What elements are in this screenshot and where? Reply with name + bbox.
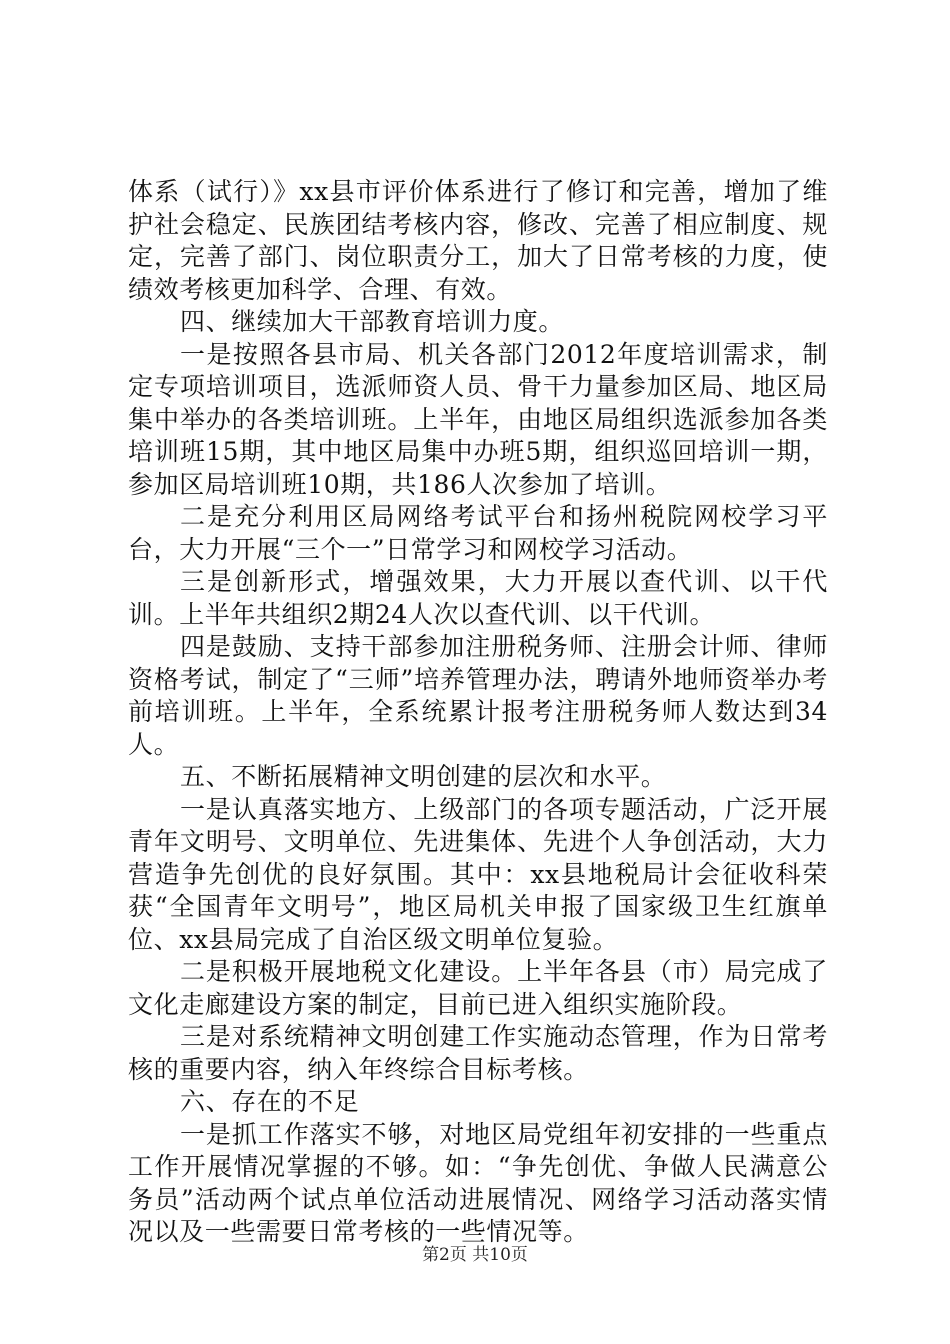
paragraph-civility-2: 二是积极开展地税文化建设。上半年各县（市）局完成了文化走廊建设方案的制定，目前已进入组织实施阶段。 — [128, 957, 828, 1019]
paragraph-training-2: 二是充分利用区局网络考试平台和扬州税院网校学习平台，大力开展“三个一”日常学习和网校学习活动。 — [128, 502, 828, 564]
paragraph-training-4: 四是鼓励、支持干部参加注册税务师、注册会计师、律师资格考试，制定了“三师”培养管理办法，聘请外地师资举办考前培训班。上半年，全系统累计报考注册税务师人数达到34人。 — [128, 632, 828, 759]
paragraph-training-1: 一是按照各县市局、机关各部门2012年度培训需求，制定专项培训项目，选派师资人员、骨干力量参加区局、地区局集中举办的各类培训班。上半年，由地区局组织选派参加各类培训班15期，其中地区局集中办班5期，组织巡回培训一期，参加区局培训班10期，共186人次参加了培训。 — [128, 339, 828, 499]
section-heading-4: 四、继续加大干部教育培训力度。 — [180, 307, 565, 336]
paragraph-civility-1: 一是认真落实地方、上级部门的各项专题活动，广泛开展青年文明号、文明单位、先进集体、先进个人争创活动，大力营造争先创优的良好氛围。其中：xx县地税局计会征收科荣获“全国青年文明号”，地区局机关申报了国家级卫生红旗单位、xx县局完成了自治区级文明单位复验。 — [128, 794, 828, 954]
paragraph-1: 体系（试行）》xx县市评价体系进行了修订和完善，增加了维护社会稳定、民族团结考核内容，修改、完善了相应制度、规定，完善了部门、岗位职责分工，加大了日常考核的力度，使绩效考核更加科学、合理、有效。 — [128, 177, 828, 304]
paragraph-civility-3: 三是对系统精神文明创建工作实施动态管理，作为日常考核的重要内容，纳入年终综合目标考核。 — [128, 1022, 828, 1084]
section-heading-5: 五、不断拓展精神文明创建的层次和水平。 — [180, 762, 667, 791]
paragraph-training-3: 三是创新形式，增强效果，大力开展以查代训、以干代训。上半年共组织2期24人次以查代训、以干代训。 — [128, 567, 828, 629]
document-body — [128, 176, 828, 1249]
section-heading-6: 六、存在的不足 — [180, 1087, 360, 1116]
paragraph-shortcoming-1: 一是抓工作落实不够，对地区局党组年初安排的一些重点工作开展情况掌握的不够。如：“争先创优、争做人民满意公务员”活动两个试点单位活动进展情况、网络学习活动落实情况以及一些需要日常考核的一些情况等。 — [128, 1119, 828, 1246]
page-number-footer: 第2页 共10页 — [422, 1245, 528, 1265]
